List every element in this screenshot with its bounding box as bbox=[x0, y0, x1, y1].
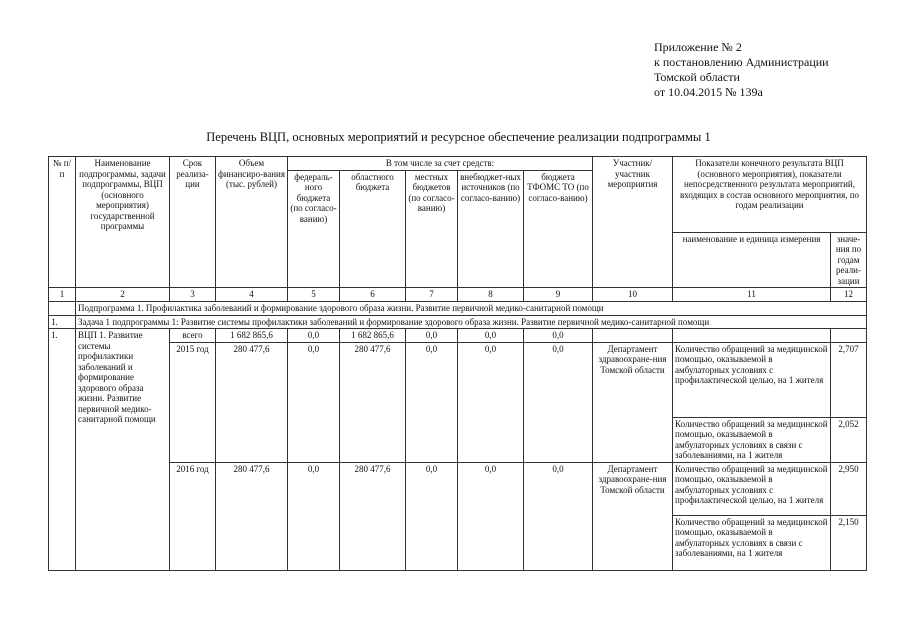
extra-2015: 0,0 bbox=[458, 342, 524, 462]
header-indicators: Показатели конечного результата ВЦП (основного мероприятия), показатели непосредственного результата мероприятий, входящих в состав основного мероприятия, по годам реализации bbox=[673, 157, 867, 233]
col-num-4: 4 bbox=[216, 288, 288, 302]
header-volume: Объем финансиро-вания (тыс. рублей) bbox=[216, 157, 288, 288]
federal-2015: 0,0 bbox=[288, 342, 340, 462]
appendix-block bbox=[654, 40, 829, 100]
indicator-2015-disease: Количество обращений за медицинской помощью, оказываемой в амбулаторных условиях в связи с заболеваниями, на 1 жителя bbox=[673, 417, 831, 462]
regional-2015: 280 477,6 bbox=[340, 342, 406, 462]
appendix-line-3: Томской области bbox=[654, 70, 740, 84]
total-volume: 1 682 865,6 bbox=[216, 329, 288, 343]
total-tfoms: 0,0 bbox=[524, 329, 593, 343]
task-row bbox=[49, 315, 867, 329]
header-federal: федераль-ного бюджета (по согласо-ванию) bbox=[288, 170, 340, 288]
indicator-2015-prophylactic-value: 2,707 bbox=[831, 342, 867, 417]
header-including: В том числе за счет средств: bbox=[288, 157, 593, 171]
col-num-8: 8 bbox=[458, 288, 524, 302]
indicator-2016-prophylactic: Количество обращений за медицинской помощью, оказываемой в амбулаторных условиях с профилактической целью, на 1 жителя bbox=[673, 462, 831, 515]
term-2015: 2015 год bbox=[170, 342, 216, 462]
indicator-2016-disease: Количество обращений за медицинской помощью, оказываемой в амбулаторных условиях в связи с заболеваниями, на 1 жителя bbox=[673, 515, 831, 570]
header-tfoms: бюджета ТФОМС ТО (по согласо-ванию) bbox=[524, 170, 593, 288]
col-num-5: 5 bbox=[288, 288, 340, 302]
total-term: всего bbox=[170, 329, 216, 343]
regional-2016: 280 477,6 bbox=[340, 462, 406, 570]
total-extra: 0,0 bbox=[458, 329, 524, 343]
subprogram-row bbox=[49, 302, 867, 316]
header-extra: внебюджет-ных источников (по согласо-ванию) bbox=[458, 170, 524, 288]
indicator-2015-prophylactic: Количество обращений за медицинской помощью, оказываемой в амбулаторных условиях с профилактической целью, на 1 жителя bbox=[673, 342, 831, 417]
extra-2016: 0,0 bbox=[458, 462, 524, 570]
column-number-row bbox=[49, 288, 867, 302]
participant-2016: Департамент здравоохране-ния Томской области bbox=[593, 462, 673, 570]
year-2015-row bbox=[49, 342, 867, 417]
indicator-2015-disease-value: 2,052 bbox=[831, 417, 867, 462]
col-num-12: 12 bbox=[831, 288, 867, 302]
appendix-line-2: к постановлению Администрации bbox=[654, 55, 829, 69]
col-num-11: 11 bbox=[673, 288, 831, 302]
vcp-name: ВЦП 1. Развитие системы профилактики заболеваний и формирование здорового образа жизни. Развитие первичной медико-санитарной помощи bbox=[76, 329, 170, 571]
tfoms-2016: 0,0 bbox=[524, 462, 593, 570]
indicator-2016-prophylactic-value: 2,950 bbox=[831, 462, 867, 515]
task-title: Задача 1 подпрограммы 1: Развитие системы профилактики заболеваний и формирование здорового образа жизни. Развитие первичной медико-санитарной помощи bbox=[76, 315, 867, 329]
volume-2015: 280 477,6 bbox=[216, 342, 288, 462]
vcp-num: 1. bbox=[49, 329, 76, 571]
col-num-3: 3 bbox=[170, 288, 216, 302]
header-indicator-name: наименование и единица измерения bbox=[673, 232, 831, 288]
header-regional: областного бюджета bbox=[340, 170, 406, 288]
col-num-1: 1 bbox=[49, 288, 76, 302]
total-federal: 0,0 bbox=[288, 329, 340, 343]
tfoms-2015: 0,0 bbox=[524, 342, 593, 462]
col-num-10: 10 bbox=[593, 288, 673, 302]
participant-2015: Департамент здравоохране-ния Томской области bbox=[593, 342, 673, 462]
col-num-6: 6 bbox=[340, 288, 406, 302]
year-2016-row bbox=[49, 462, 867, 515]
header-name: Наименование подпрограммы, задачи подпрограммы, ВЦП (основного мероприятия) государственной программы bbox=[76, 157, 170, 288]
header-local: местных бюджетов (по согласо-ванию) bbox=[406, 170, 458, 288]
col-num-2: 2 bbox=[76, 288, 170, 302]
header-num: № п/п bbox=[49, 157, 76, 288]
local-2015: 0,0 bbox=[406, 342, 458, 462]
header-participant: Участник/ участник мероприятия bbox=[593, 157, 673, 288]
indicator-2016-disease-value: 2,150 bbox=[831, 515, 867, 570]
total-regional: 1 682 865,6 bbox=[340, 329, 406, 343]
total-local: 0,0 bbox=[406, 329, 458, 343]
col-num-7: 7 bbox=[406, 288, 458, 302]
header-term: Срок реализа-ции bbox=[170, 157, 216, 288]
local-2016: 0,0 bbox=[406, 462, 458, 570]
task-num: 1. bbox=[49, 315, 76, 329]
header-indicator-value: значе-ния по годам реали-зации bbox=[831, 232, 867, 288]
program-table bbox=[48, 156, 867, 571]
appendix-line-1: Приложение № 2 bbox=[654, 40, 742, 54]
document-title: Перечень ВЦП, основных мероприятий и ресурсное обеспечение реализации подпрограммы 1 bbox=[206, 130, 711, 144]
appendix-line-4: от 10.04.2015 № 139а bbox=[654, 85, 763, 99]
subprogram-title: Подпрограмма 1. Профилактика заболеваний и формирование здорового образа жизни. Развитие первичной медико-санитарной помощи bbox=[76, 302, 867, 316]
federal-2016: 0,0 bbox=[288, 462, 340, 570]
term-2016: 2016 год bbox=[170, 462, 216, 570]
volume-2016: 280 477,6 bbox=[216, 462, 288, 570]
col-num-9: 9 bbox=[524, 288, 593, 302]
vcp-total-row bbox=[49, 329, 867, 343]
